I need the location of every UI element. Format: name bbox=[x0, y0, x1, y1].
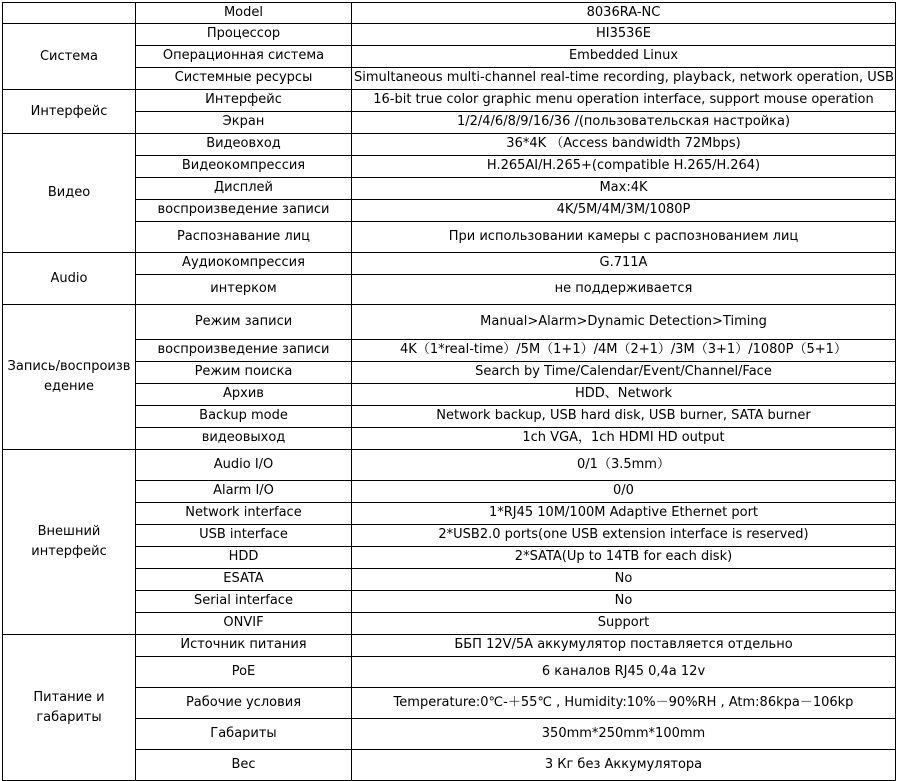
param-cell: интерком bbox=[136, 275, 352, 305]
value-cell: Embedded Linux bbox=[352, 46, 896, 68]
value-cell: Network backup, USB hard disk, USB burner, SATA burner bbox=[352, 406, 896, 428]
table-row bbox=[3, 613, 896, 635]
table-row bbox=[3, 340, 896, 362]
param-cell: воспроизведение записи bbox=[136, 200, 352, 222]
param-cell: Alarm I/O bbox=[136, 481, 352, 503]
category-cell: Питание и габариты bbox=[3, 635, 136, 781]
table-row bbox=[3, 688, 896, 719]
param-cell: Аудиокомпрессия bbox=[136, 253, 352, 275]
param-cell: Network interface bbox=[136, 503, 352, 525]
value-cell: 36*4K （Access bandwidth 72Mbps) bbox=[352, 134, 896, 156]
param-cell: Backup mode bbox=[136, 406, 352, 428]
param-cell: PoE bbox=[136, 657, 352, 688]
value-cell: Support bbox=[352, 613, 896, 635]
value-cell: не поддерживается bbox=[352, 275, 896, 305]
param-cell: видеовыход bbox=[136, 428, 352, 450]
value-cell: Manual>Alarm>Dynamic Detection>Timing bbox=[352, 305, 896, 340]
value-cell: Search by Time/Calendar/Event/Channel/Face bbox=[352, 362, 896, 384]
table-row bbox=[3, 46, 896, 68]
value-cell: HDD、Network bbox=[352, 384, 896, 406]
value-cell: 2*SATA(Up to 14TB for each disk) bbox=[352, 547, 896, 569]
value-cell: Temperature:0℃-＋55℃ , Humidity:10%－90%RH , Atm:86kpa－106kp bbox=[352, 688, 896, 719]
table-row bbox=[3, 481, 896, 503]
value-cell: 2*USB2.0 ports(one USB extension interface is reserved) bbox=[352, 525, 896, 547]
category-cell: Интерфейс bbox=[3, 90, 136, 134]
param-cell: Архив bbox=[136, 384, 352, 406]
table-row bbox=[3, 547, 896, 569]
table-row bbox=[3, 200, 896, 222]
value-cell: 4K/5M/4M/3M/1080P bbox=[352, 200, 896, 222]
value-cell: H.265AI/H.265+(compatible H.265/H.264) bbox=[352, 156, 896, 178]
value-cell: 1ch VGA，1ch HDMI HD output bbox=[352, 428, 896, 450]
table-row bbox=[3, 362, 896, 384]
table-row bbox=[3, 3, 896, 24]
value-cell: 0/1（3.5mm） bbox=[352, 450, 896, 481]
table-row bbox=[3, 222, 896, 253]
param-cell: воспроизведение записи bbox=[136, 340, 352, 362]
value-cell: 4K（1*real-time）/5M（1+1）/4M（2+1）/3M（3+1）/1080P（5+1） bbox=[352, 340, 896, 362]
value-cell: 1/2/4/6/8/9/16/36 /(пользовательская настройка) bbox=[352, 112, 896, 134]
param-cell: Экран bbox=[136, 112, 352, 134]
table-row bbox=[3, 90, 896, 112]
value-cell: G.711A bbox=[352, 253, 896, 275]
param-cell: Габариты bbox=[136, 719, 352, 750]
spec-table-body bbox=[3, 3, 896, 781]
table-row bbox=[3, 719, 896, 750]
table-row bbox=[3, 112, 896, 134]
table-row bbox=[3, 503, 896, 525]
param-cell: Видеокомпрессия bbox=[136, 156, 352, 178]
param-cell: Дисплей bbox=[136, 178, 352, 200]
param-cell: Audio I/O bbox=[136, 450, 352, 481]
table-row bbox=[3, 525, 896, 547]
value-cell: 8036RA-NC bbox=[352, 3, 896, 24]
spec-table bbox=[2, 2, 896, 781]
table-row bbox=[3, 156, 896, 178]
param-cell: HDD bbox=[136, 547, 352, 569]
table-row bbox=[3, 253, 896, 275]
param-cell: Распознавание лиц bbox=[136, 222, 352, 253]
value-cell: 1*RJ45 10M/100M Adaptive Ethernet port bbox=[352, 503, 896, 525]
category-cell: Запись/воспроизв едение bbox=[3, 305, 136, 450]
value-cell: ББП 12V/5A аккумулятор поставляется отдельно bbox=[352, 635, 896, 657]
value-cell: No bbox=[352, 591, 896, 613]
table-row bbox=[3, 275, 896, 305]
value-cell: 3 Кг без Аккумулятора bbox=[352, 750, 896, 781]
value-cell: 350mm*250mm*100mm bbox=[352, 719, 896, 750]
table-row bbox=[3, 569, 896, 591]
table-row bbox=[3, 406, 896, 428]
param-cell: Режим записи bbox=[136, 305, 352, 340]
param-cell: Операционная система bbox=[136, 46, 352, 68]
table-row bbox=[3, 68, 896, 90]
table-row bbox=[3, 178, 896, 200]
table-row bbox=[3, 450, 896, 481]
category-cell: Видео bbox=[3, 134, 136, 253]
param-cell: Model bbox=[136, 3, 352, 24]
value-cell: При использовании камеры с распознованием лиц bbox=[352, 222, 896, 253]
param-cell: ONVIF bbox=[136, 613, 352, 635]
table-row bbox=[3, 305, 896, 340]
param-cell: Режим поиска bbox=[136, 362, 352, 384]
table-row bbox=[3, 635, 896, 657]
value-cell: 6 каналов RJ45 0,4a 12v bbox=[352, 657, 896, 688]
param-cell: Serial interface bbox=[136, 591, 352, 613]
param-cell: Вес bbox=[136, 750, 352, 781]
param-cell: Интерфейс bbox=[136, 90, 352, 112]
value-cell: 16-bit true color graphic menu operation interface, support mouse operation bbox=[352, 90, 896, 112]
value-cell: 0/0 bbox=[352, 481, 896, 503]
category-cell: Внешний интерфейс bbox=[3, 450, 136, 635]
table-row bbox=[3, 24, 896, 46]
param-cell: Системные ресурсы bbox=[136, 68, 352, 90]
param-cell: USB interface bbox=[136, 525, 352, 547]
value-cell: No bbox=[352, 569, 896, 591]
category-cell: Система bbox=[3, 24, 136, 90]
value-cell: Simultaneous multi-channel real-time recording, playback, network operation, USB bbox=[352, 68, 896, 90]
category-cell: Audio bbox=[3, 253, 136, 305]
table-row bbox=[3, 428, 896, 450]
param-cell: ESATA bbox=[136, 569, 352, 591]
value-cell: HI3536E bbox=[352, 24, 896, 46]
param-cell: Видеовход bbox=[136, 134, 352, 156]
param-cell: Рабочие условия bbox=[136, 688, 352, 719]
table-row bbox=[3, 384, 896, 406]
table-row bbox=[3, 134, 896, 156]
table-row bbox=[3, 591, 896, 613]
category-cell bbox=[3, 3, 136, 24]
param-cell: Источник питания bbox=[136, 635, 352, 657]
table-row bbox=[3, 657, 896, 688]
param-cell: Процессор bbox=[136, 24, 352, 46]
value-cell: Max:4K bbox=[352, 178, 896, 200]
